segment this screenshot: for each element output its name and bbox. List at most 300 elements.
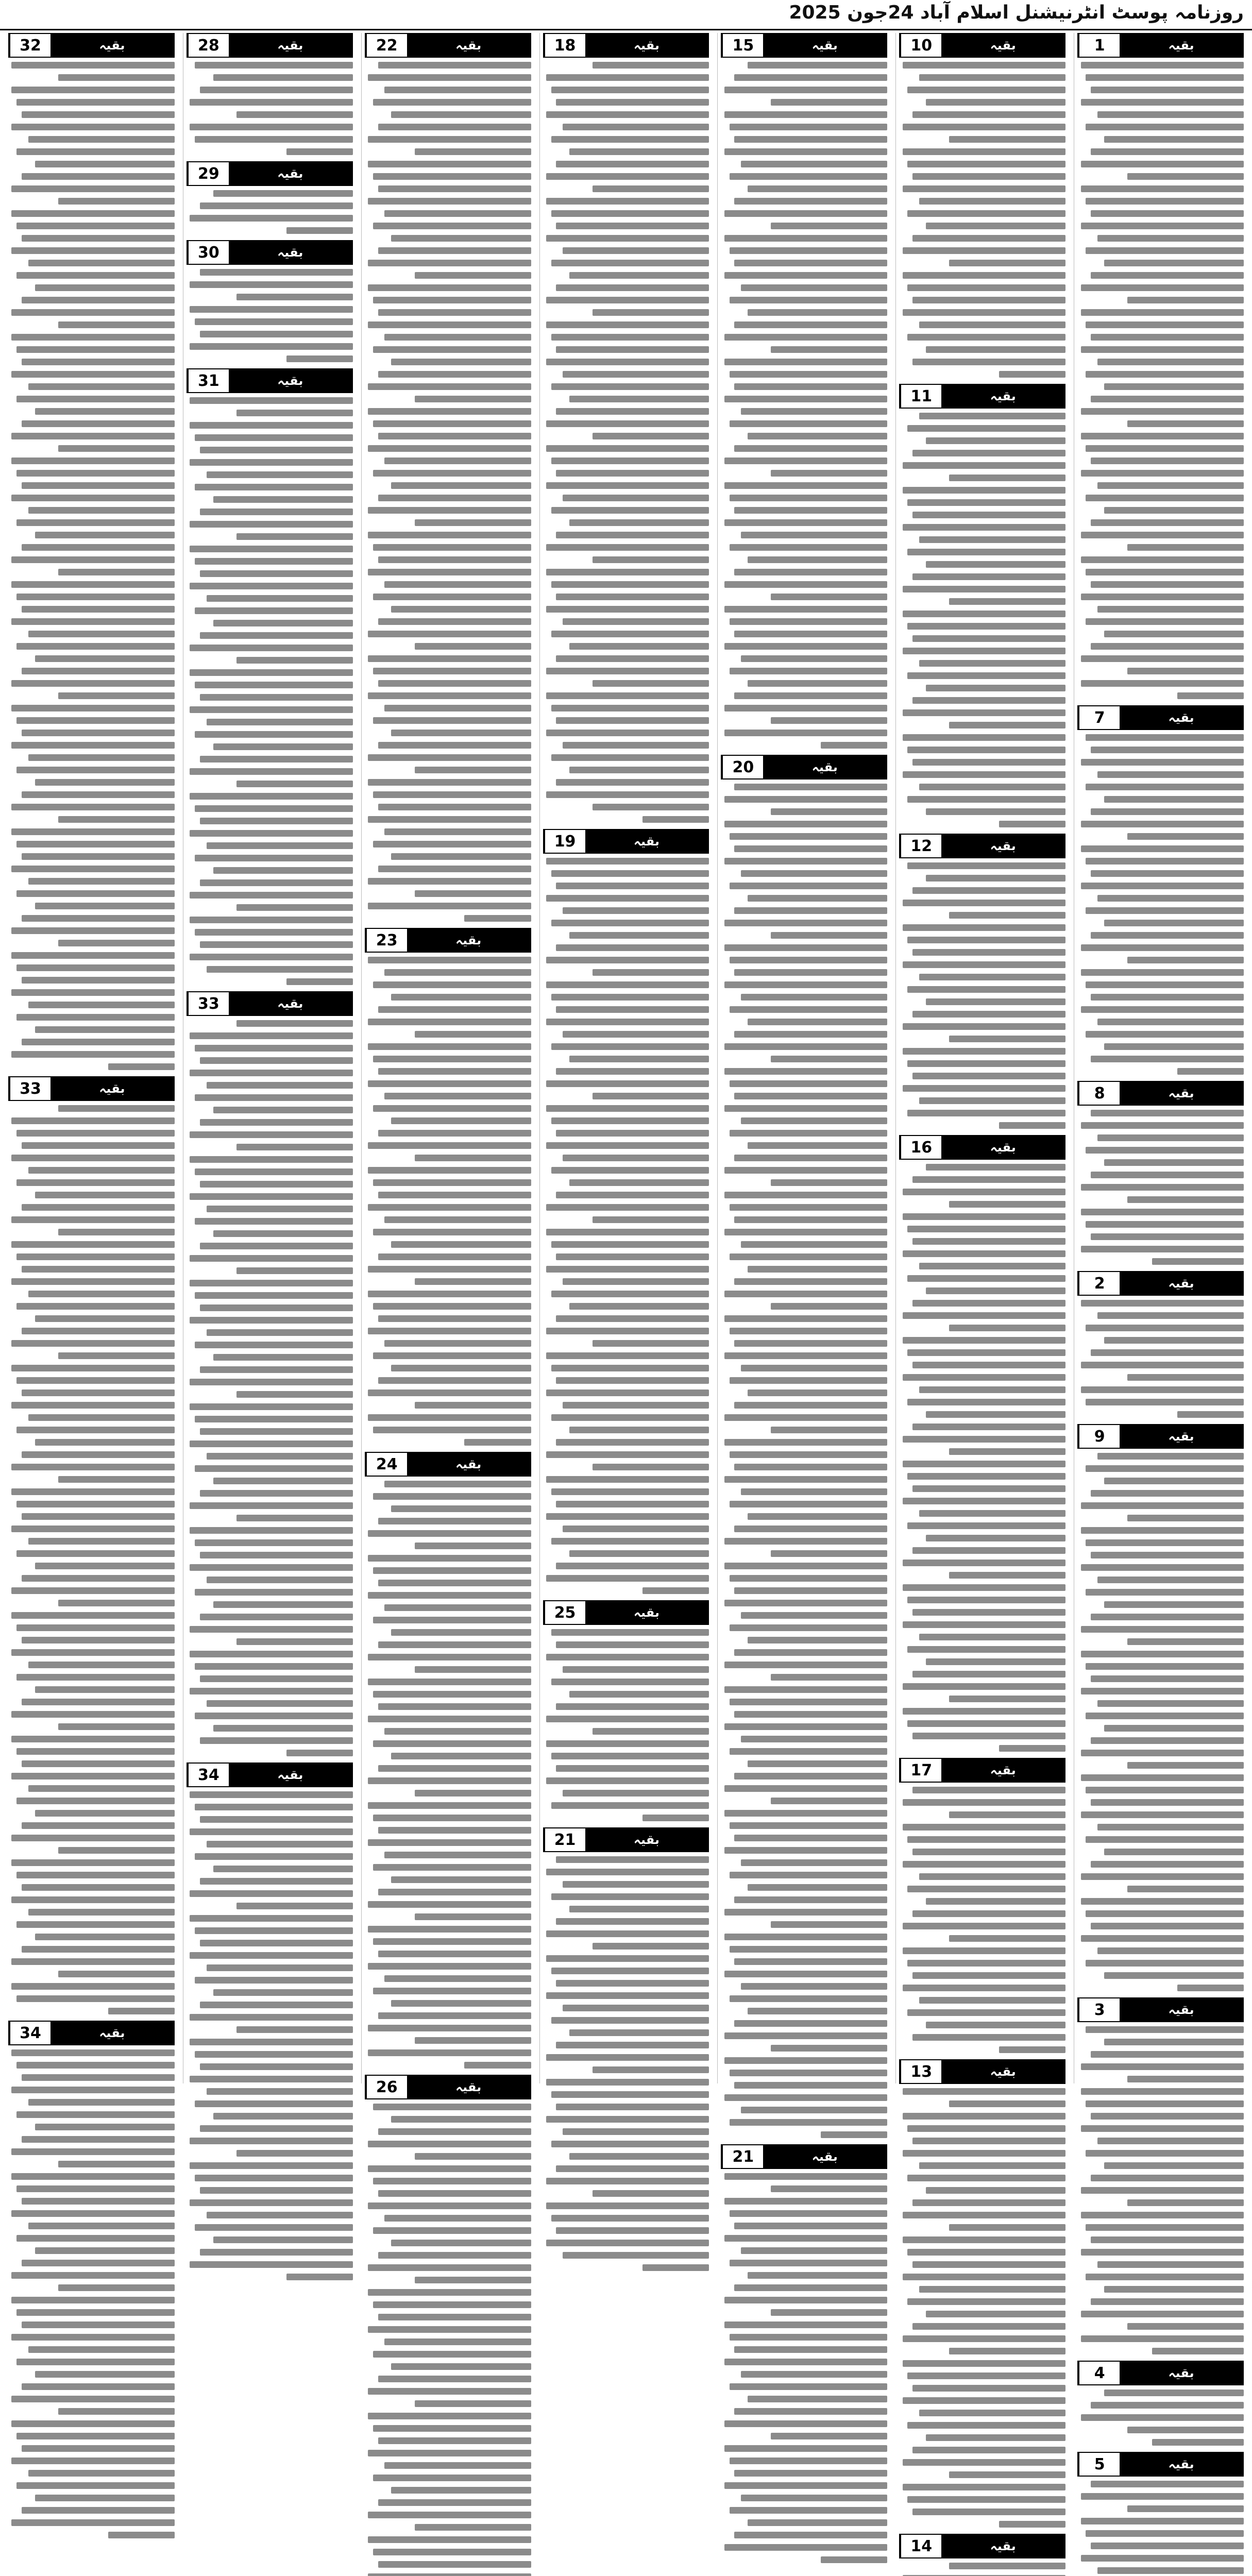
text-line xyxy=(1097,1824,1244,1831)
text-line xyxy=(903,586,1065,592)
text-line xyxy=(724,1785,887,1792)
text-line xyxy=(741,408,887,415)
text-line xyxy=(903,2484,1065,2490)
continuation-block xyxy=(543,1827,709,2271)
text-line xyxy=(912,2447,1065,2453)
continuation-label: بقیہ xyxy=(941,385,1064,408)
text-line xyxy=(734,845,887,852)
continuation-block xyxy=(187,240,353,362)
text-line xyxy=(546,668,709,674)
text-line xyxy=(384,2215,531,2222)
text-line xyxy=(384,1604,531,1611)
text-line xyxy=(391,994,531,1001)
text-line xyxy=(724,1971,887,1977)
continuation-block xyxy=(899,384,1065,827)
text-line xyxy=(1086,2100,1244,2107)
text-line xyxy=(16,1130,175,1137)
text-line xyxy=(563,907,709,914)
body-text xyxy=(1077,2026,1244,2354)
text-line xyxy=(903,1498,1065,1504)
text-line xyxy=(724,87,887,93)
text-line xyxy=(724,235,887,242)
text-line xyxy=(724,1563,887,1569)
text-line xyxy=(734,692,887,699)
text-line xyxy=(593,804,709,810)
text-line xyxy=(1081,1935,1244,1942)
text-line xyxy=(384,828,531,835)
text-line xyxy=(912,1423,1065,1430)
body-text xyxy=(1077,2389,1244,2446)
text-line xyxy=(378,742,531,749)
continuation-number: 34 xyxy=(188,1764,229,1786)
text-line xyxy=(949,598,1065,605)
text-line xyxy=(207,1082,353,1089)
text-line xyxy=(546,445,709,452)
text-line xyxy=(730,883,888,889)
text-line xyxy=(1097,482,1244,489)
text-line xyxy=(556,532,709,538)
text-line xyxy=(730,2260,888,2266)
text-line xyxy=(919,1997,1065,2004)
text-line xyxy=(200,879,353,886)
continuation-label: بقیہ xyxy=(941,2060,1064,2083)
text-line xyxy=(734,1402,887,1409)
text-line xyxy=(903,2397,1065,2404)
text-line xyxy=(569,272,709,279)
text-line xyxy=(734,1526,887,1532)
text-line xyxy=(11,210,174,217)
text-line xyxy=(546,2240,709,2246)
continuation-tag xyxy=(365,2075,531,2099)
text-line xyxy=(734,74,887,81)
text-line xyxy=(724,1686,887,1693)
continuation-number: 2 xyxy=(1078,1272,1120,1295)
text-line xyxy=(593,2190,709,2197)
text-line xyxy=(35,2247,175,2254)
text-line xyxy=(563,124,709,130)
text-line xyxy=(551,1043,709,1050)
text-line xyxy=(213,620,353,626)
text-line xyxy=(903,309,1065,316)
text-line xyxy=(391,2240,531,2246)
text-line xyxy=(464,2062,531,2069)
text-line xyxy=(1091,1172,1244,1178)
body-text xyxy=(365,1481,531,2069)
text-line xyxy=(734,507,887,514)
text-column xyxy=(183,33,356,2083)
text-line xyxy=(730,1006,888,1013)
text-line xyxy=(1081,1527,1244,1534)
text-line xyxy=(741,994,887,1001)
text-line xyxy=(207,471,353,478)
text-line xyxy=(642,2264,709,2271)
text-line xyxy=(195,1539,353,1546)
text-line xyxy=(16,2235,175,2242)
text-line xyxy=(190,1915,352,1922)
text-line xyxy=(22,1039,175,1045)
text-line xyxy=(724,1934,887,1940)
text-line xyxy=(1086,198,1244,205)
text-line xyxy=(556,2042,709,2048)
text-line xyxy=(730,2070,888,2076)
text-line xyxy=(1097,2261,1244,2268)
text-line xyxy=(28,1909,175,1916)
text-line xyxy=(999,821,1065,827)
text-line xyxy=(368,2141,531,2147)
text-line xyxy=(569,1427,709,1433)
text-line xyxy=(563,2005,709,2011)
text-line xyxy=(28,1538,175,1545)
text-line xyxy=(368,1963,531,1970)
text-line xyxy=(912,2261,1065,2268)
text-line xyxy=(200,331,353,337)
text-line xyxy=(213,496,353,503)
text-line xyxy=(28,1414,175,1421)
text-line xyxy=(556,1315,709,1322)
text-line xyxy=(22,544,175,551)
text-line xyxy=(190,583,352,589)
text-line xyxy=(378,1580,531,1586)
text-line xyxy=(58,2408,175,2415)
text-line xyxy=(1091,1552,1244,1558)
text-line xyxy=(551,631,709,637)
text-line xyxy=(569,1056,709,1062)
text-line xyxy=(28,2346,175,2353)
text-line xyxy=(1104,1849,1244,1855)
continuation-tag xyxy=(365,33,531,58)
text-line xyxy=(1086,495,1244,501)
text-line xyxy=(903,1621,1065,1628)
text-line xyxy=(903,1461,1065,1467)
text-line xyxy=(373,1567,531,1574)
text-line xyxy=(373,1179,531,1186)
text-line xyxy=(384,1216,531,1223)
text-line xyxy=(236,294,353,300)
continuation-number: 10 xyxy=(900,34,941,57)
text-line xyxy=(190,1032,352,1039)
text-line xyxy=(384,457,531,464)
text-line xyxy=(373,1617,531,1623)
text-line xyxy=(569,1691,709,1698)
text-line xyxy=(190,917,352,923)
text-line xyxy=(546,895,709,902)
text-line xyxy=(1086,618,1244,625)
text-line xyxy=(11,1896,174,1903)
text-line xyxy=(546,1930,709,1937)
text-line xyxy=(821,2556,887,2563)
text-line xyxy=(368,507,531,514)
text-line xyxy=(190,2199,352,2206)
text-line xyxy=(195,136,353,143)
text-line xyxy=(1081,655,1244,662)
text-line xyxy=(556,883,709,889)
text-line xyxy=(368,1679,531,1685)
text-line xyxy=(724,1439,887,1446)
text-line xyxy=(949,1811,1065,1818)
continuation-tag xyxy=(543,33,709,58)
text-line xyxy=(16,1427,175,1433)
text-line xyxy=(11,1216,174,1223)
text-line xyxy=(190,2261,352,2268)
text-line xyxy=(373,791,531,798)
text-line xyxy=(415,148,531,155)
text-line xyxy=(734,2346,887,2353)
body-text xyxy=(899,862,1065,1129)
text-line xyxy=(195,855,353,861)
text-line xyxy=(903,2274,1065,2280)
continuation-tag xyxy=(1077,1424,1244,1449)
text-line xyxy=(108,2532,175,2538)
text-line xyxy=(22,482,175,489)
text-line xyxy=(373,2227,531,2234)
text-line xyxy=(551,1167,709,1174)
text-line xyxy=(368,260,531,266)
text-line xyxy=(1086,1465,1244,1472)
text-line xyxy=(748,1637,887,1643)
text-line xyxy=(551,581,709,588)
text-line xyxy=(546,957,709,963)
text-line xyxy=(912,1485,1065,1492)
text-line xyxy=(1097,771,1244,778)
text-line xyxy=(771,932,887,939)
text-line xyxy=(1081,433,1244,439)
text-line xyxy=(190,706,352,713)
text-line xyxy=(190,1280,352,1286)
text-line xyxy=(907,87,1065,93)
text-line xyxy=(368,321,531,328)
text-line xyxy=(16,148,175,155)
text-line xyxy=(213,1478,353,1484)
text-line xyxy=(28,878,175,885)
text-line xyxy=(11,866,174,872)
continuation-tag xyxy=(543,1827,709,1852)
text-line xyxy=(1081,1502,1244,1509)
text-line xyxy=(593,62,709,69)
text-line xyxy=(368,1019,531,1025)
text-line xyxy=(384,969,531,976)
text-line xyxy=(1177,1068,1244,1075)
text-line xyxy=(378,680,531,687)
text-line xyxy=(195,805,353,812)
text-line xyxy=(724,1600,887,1606)
text-line xyxy=(903,709,1065,716)
text-line xyxy=(748,2008,887,2014)
continuation-tag xyxy=(899,834,1065,858)
text-line xyxy=(378,2012,531,2019)
text-line xyxy=(1086,981,1244,988)
text-line xyxy=(546,606,709,613)
text-line xyxy=(373,2301,531,2308)
text-line xyxy=(734,2223,887,2229)
text-line xyxy=(195,1045,353,1052)
text-line xyxy=(1127,1196,1244,1203)
text-line xyxy=(724,1662,887,1668)
text-line xyxy=(563,1881,709,1888)
continuation-number: 25 xyxy=(544,1601,585,1624)
text-line xyxy=(734,1649,887,1656)
text-line xyxy=(642,816,709,823)
continuation-number: 3 xyxy=(1078,1998,1120,2021)
text-line xyxy=(11,2210,174,2217)
text-line xyxy=(724,2173,887,2180)
text-line xyxy=(912,759,1065,766)
text-line xyxy=(907,2372,1065,2379)
text-line xyxy=(1086,371,1244,378)
text-line xyxy=(1086,1147,1244,1154)
text-line xyxy=(730,1080,888,1087)
text-line xyxy=(28,507,175,514)
continuation-block xyxy=(899,33,1065,378)
text-line xyxy=(368,2289,531,2296)
continuation-number: 21 xyxy=(722,2145,763,2168)
text-line xyxy=(378,2128,531,2135)
text-line xyxy=(368,779,531,786)
continuation-label: بقیہ xyxy=(1120,34,1243,57)
text-line xyxy=(373,1864,531,1871)
text-line xyxy=(551,334,709,341)
text-line xyxy=(919,660,1065,667)
text-line xyxy=(730,1204,888,1211)
text-line xyxy=(1081,2063,1244,2070)
text-line xyxy=(368,2450,531,2456)
text-line xyxy=(1104,507,1244,514)
text-line xyxy=(373,841,531,848)
text-line xyxy=(378,1006,531,1013)
text-line xyxy=(1152,2348,1244,2354)
text-line xyxy=(190,1379,352,1385)
text-line xyxy=(556,99,709,106)
text-line xyxy=(999,1122,1065,1129)
text-line xyxy=(22,2321,175,2328)
continuation-label: بقیہ xyxy=(941,34,1064,57)
text-line xyxy=(912,1011,1065,1018)
continuation-block xyxy=(1077,2361,1244,2446)
text-line xyxy=(373,2351,531,2358)
text-line xyxy=(16,1748,175,1755)
continuation-number: 1 xyxy=(1078,34,1120,57)
text-line xyxy=(190,343,352,350)
text-line xyxy=(912,1733,1065,1739)
text-line xyxy=(724,2359,887,2365)
text-line xyxy=(378,1315,531,1322)
text-line xyxy=(748,2272,887,2279)
text-line xyxy=(724,1192,887,1198)
text-line xyxy=(771,2309,887,2316)
text-line xyxy=(1097,359,1244,365)
continuation-number: 29 xyxy=(188,162,229,185)
text-line xyxy=(919,974,1065,980)
text-line xyxy=(556,717,709,724)
continuation-block xyxy=(365,1452,531,2069)
text-line xyxy=(569,932,709,939)
text-line xyxy=(415,1913,531,1920)
text-line xyxy=(556,408,709,415)
text-line xyxy=(949,2348,1065,2354)
text-line xyxy=(551,1241,709,1248)
text-line xyxy=(551,1968,709,1974)
text-line xyxy=(1081,62,1244,69)
continuation-number: 18 xyxy=(544,34,585,57)
text-line xyxy=(551,1117,709,1124)
text-line xyxy=(373,2475,531,2481)
text-line xyxy=(11,1736,174,1742)
text-line xyxy=(16,2185,175,2192)
text-line xyxy=(724,2032,887,2039)
body-text xyxy=(1077,1300,1244,1418)
text-line xyxy=(903,2360,1065,2367)
text-line xyxy=(556,1501,709,1507)
text-line xyxy=(58,1476,175,1483)
body-text xyxy=(543,1856,709,2271)
text-line xyxy=(556,2227,709,2234)
text-line xyxy=(1097,1700,1244,1707)
text-line xyxy=(724,1043,887,1050)
continuation-number: 26 xyxy=(366,2076,407,2098)
text-line xyxy=(556,1439,709,1446)
text-line xyxy=(190,1952,352,1959)
text-line xyxy=(903,185,1065,192)
text-line xyxy=(373,981,531,988)
text-line xyxy=(903,247,1065,254)
text-line xyxy=(16,890,175,897)
text-line xyxy=(1104,383,1244,390)
text-line xyxy=(1091,1923,1244,1929)
continuation-tag xyxy=(187,240,353,265)
text-line xyxy=(11,680,174,687)
text-line xyxy=(1081,284,1244,291)
text-line xyxy=(1097,1947,1244,1954)
text-line xyxy=(903,1861,1065,1868)
text-line xyxy=(903,1799,1065,1806)
text-line xyxy=(213,190,353,197)
text-line xyxy=(11,804,174,810)
text-line xyxy=(730,2119,888,2126)
text-line xyxy=(391,1117,531,1124)
text-line xyxy=(546,981,709,988)
text-line xyxy=(11,1526,174,1532)
text-line xyxy=(1091,808,1244,815)
text-line xyxy=(1086,784,1244,790)
text-line xyxy=(11,1340,174,1347)
text-line xyxy=(195,1804,353,1810)
text-line xyxy=(593,556,709,563)
text-line xyxy=(1104,2162,1244,2169)
text-line xyxy=(724,1167,887,1174)
text-line xyxy=(546,2178,709,2184)
text-line xyxy=(16,2359,175,2365)
text-line xyxy=(546,569,709,575)
text-line xyxy=(563,495,709,501)
text-line xyxy=(1177,1411,1244,1418)
text-line xyxy=(378,1192,531,1198)
text-line xyxy=(771,2433,887,2439)
continuation-label: بقیہ xyxy=(585,830,708,853)
text-line xyxy=(724,858,887,865)
text-line xyxy=(200,1243,353,1249)
text-line xyxy=(378,2252,531,2259)
text-line xyxy=(368,1043,531,1050)
text-line xyxy=(22,853,175,860)
text-line xyxy=(919,1386,1065,1393)
text-line xyxy=(546,74,709,81)
text-line xyxy=(11,309,174,316)
text-line xyxy=(58,1229,175,1235)
text-line xyxy=(563,1402,709,1409)
text-line xyxy=(22,111,175,118)
text-line xyxy=(741,1241,887,1248)
text-line xyxy=(236,1638,353,1645)
text-line xyxy=(912,635,1065,642)
